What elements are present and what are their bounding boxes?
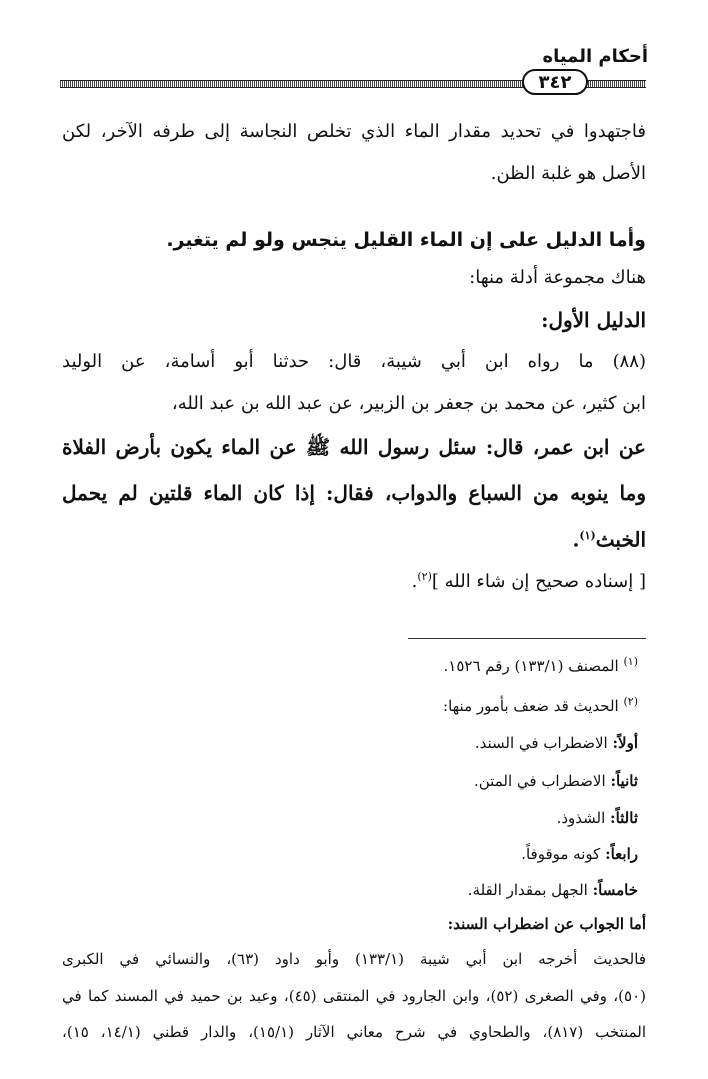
hadith-text-line: عن ابن عمر، قال: سئل رسول الله ﷺ عن الماء يكون بأرض الفلاة	[62, 435, 646, 459]
footnote-marker: (٢)	[623, 695, 638, 708]
objection-text: الاضطراب في المتن.	[473, 772, 606, 790]
objection-label: خامساً:	[592, 881, 638, 899]
footnote-2	[443, 692, 638, 716]
hadith-text-line: الخبث$^{(١)}$.	[572, 527, 646, 552]
narration-line: (٨٨) ما رواه ابن أبي شيبة، قال: حدثنا أبو أسامة، عن الوليد	[62, 351, 646, 372]
objection-item	[474, 771, 638, 791]
running-title: أحكام المياه	[542, 46, 648, 67]
footnote-ref[interactable]: (٢)	[417, 570, 432, 583]
footnote-text: المصنف (١٣٣/١) رقم ١٥٢٦.	[443, 657, 619, 675]
footnote-1	[444, 652, 638, 676]
footnote-separator	[408, 638, 646, 639]
section-heading: وأما الدليل على إن الماء القليل ينجس ولو لم يتغير.	[166, 229, 646, 251]
objection-label: رابعاً:	[605, 845, 638, 863]
objection-text: الاضطراب في السند.	[474, 734, 608, 752]
grading-text: [ إسناده صحيح إن شاء الله ]	[431, 571, 646, 592]
paragraph-line: فاجتهدوا في تحديد مقدار الماء الذي تخلص النجاسة إلى طرفه الآخر، لكن	[62, 121, 646, 142]
hadith-last-word: الخبث	[595, 527, 646, 552]
footnote-text: الحديث قد ضعف بأمور منها:	[443, 697, 619, 715]
paragraph-line: الأصل هو غلبة الظن.	[490, 163, 646, 184]
hadith-text-line: وما ينوبه من السباع والدواب، فقال: إذا كان الماء قلتين لم يحمل	[62, 481, 646, 505]
page-number-badge: ٣٤٢	[522, 69, 588, 95]
objection-item	[557, 808, 638, 828]
objection-item	[468, 880, 638, 900]
footnote-ref[interactable]: (١)	[579, 529, 596, 542]
objection-label: أولاً:	[612, 734, 638, 752]
objection-text: كونه موقوفاً.	[521, 845, 601, 863]
answer-line: (٥٠)، وفي الصغرى (٥٢)، وابن الجارود في المنتقى (٤٥)، وعبد بن حميد في المسند كما في	[62, 987, 646, 1005]
objection-text: الجهل بمقدار القلة.	[467, 881, 588, 899]
objection-item	[521, 844, 638, 864]
answer-line: المنتخب (٨١٧)، والطحاوي في شرح معاني الآثار (١٥/١)، والدار قطني (١٤/١، ١٥)،	[62, 1023, 647, 1041]
objection-label: ثانياً:	[610, 772, 638, 790]
answer-heading: أما الجواب عن اضطراب السند:	[447, 915, 646, 933]
objection-label: ثالثاً:	[610, 809, 638, 827]
footnote-marker: (١)	[623, 655, 638, 668]
objection-text: الشذوذ.	[556, 809, 606, 827]
objection-item	[475, 733, 638, 753]
answer-line: فالحديث أخرجه ابن أبي شيبة (١٣٣/١) وأبو داود (٦٣)، والنسائي في الكبرى	[62, 950, 646, 968]
grading-line: [ إسناده صحيح إن شاء الله ]$^{(٢)}$.	[411, 570, 646, 592]
intro-line: هناك مجموعة أدلة منها:	[469, 267, 646, 288]
evidence-title: الدليل الأول:	[541, 308, 646, 332]
narration-line: ابن كثير، عن محمد بن جعفر بن الزبير، عن عبد الله بن عبد الله،	[171, 393, 646, 414]
